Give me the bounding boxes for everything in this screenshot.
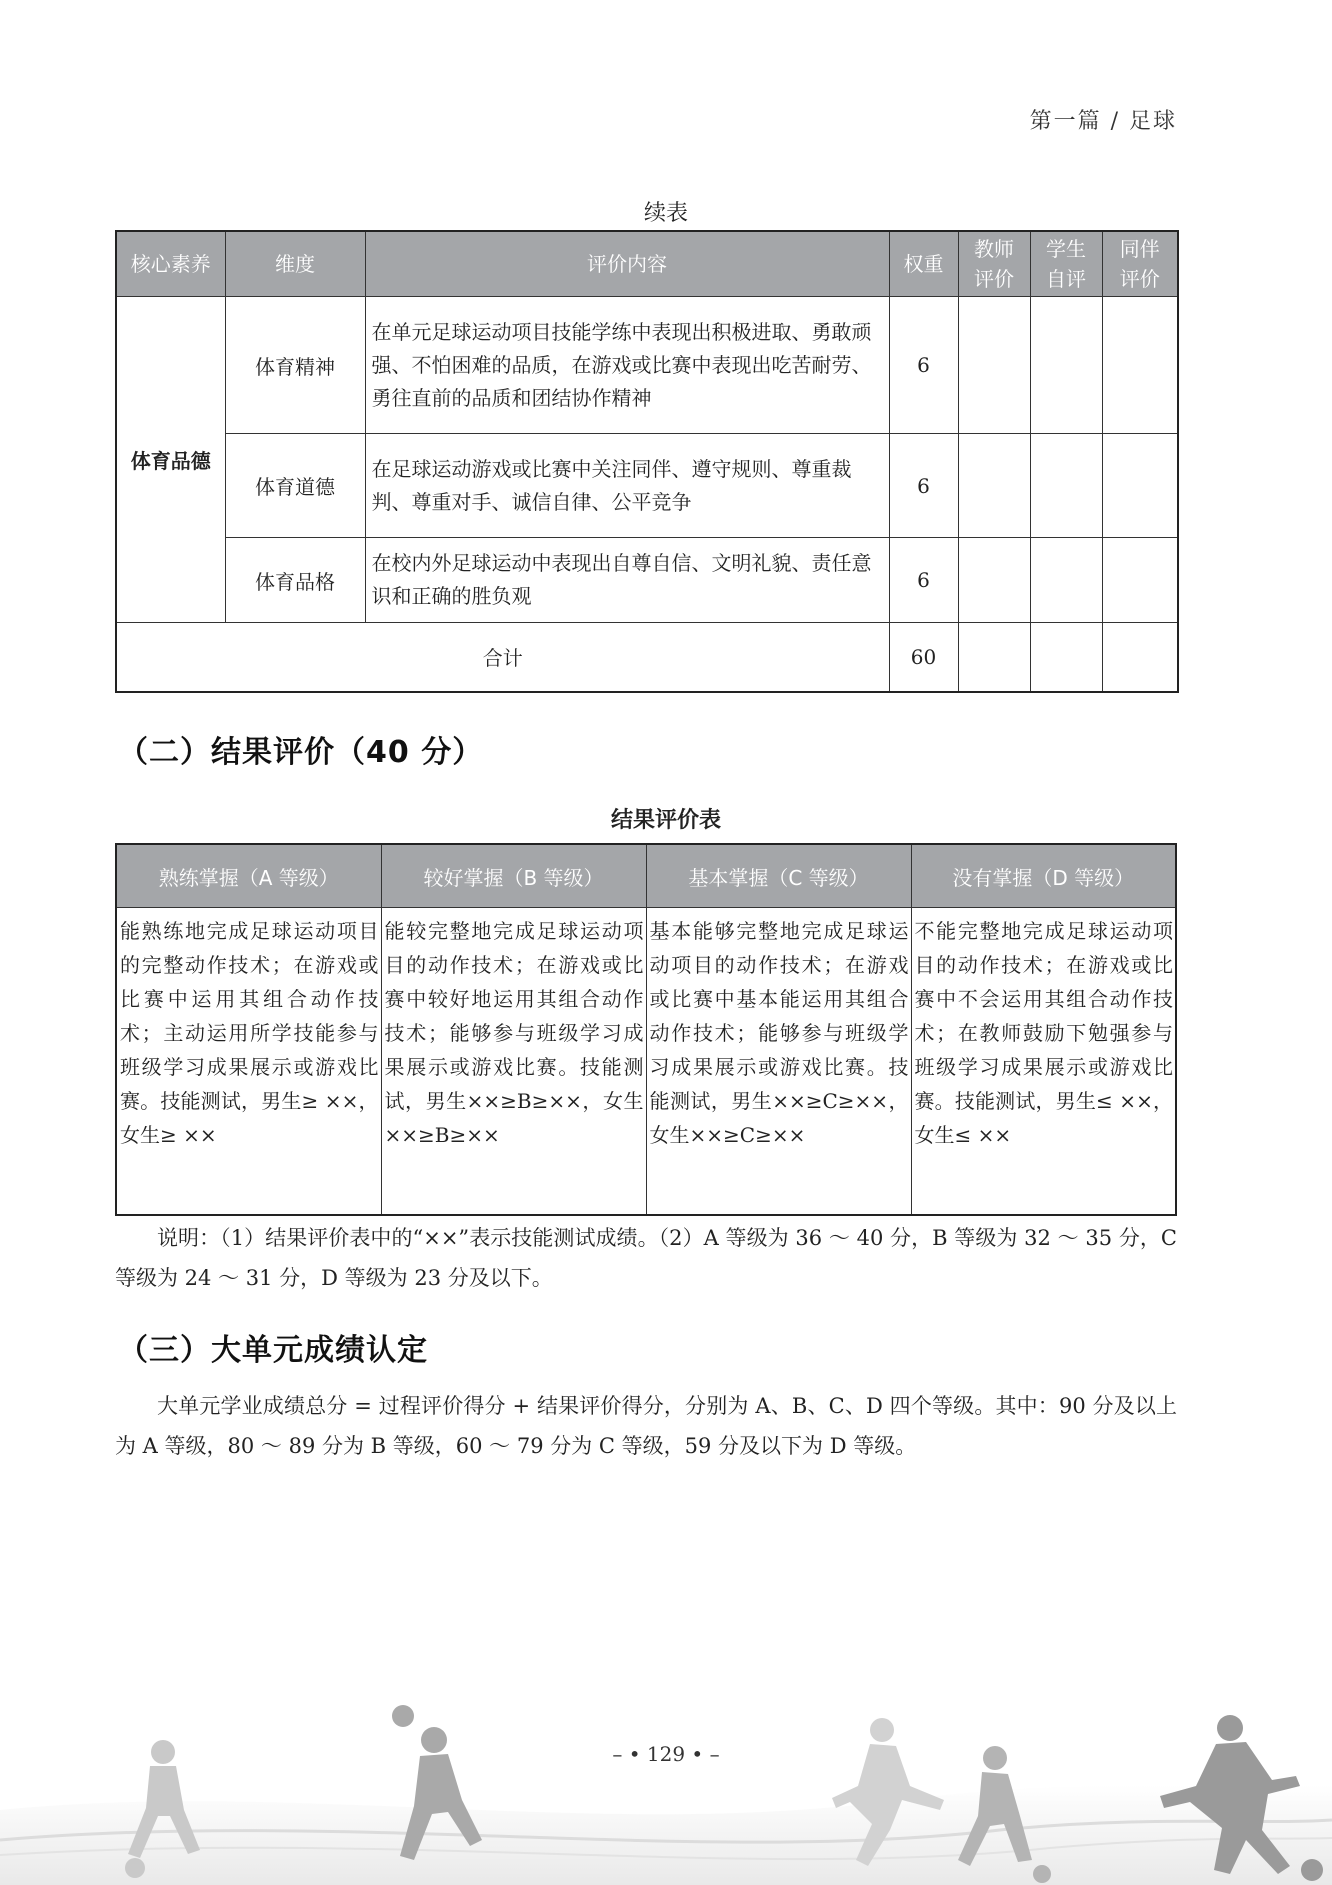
dimension-cell: 体育品格 [225, 538, 365, 623]
header-self-eval: 学生 自评 [1030, 231, 1102, 297]
table1-caption: 续表 [643, 201, 688, 226]
total-row [116, 623, 1178, 692]
core-literacy-cell: 体育品德 [116, 297, 225, 623]
running-head: 第一篇 / 足球 [1029, 109, 1177, 134]
content-cell: 在足球运动游戏或比赛中关注同伴、遵守规则、尊重裁判、尊重对手、诚信自律、公平竞争 [365, 434, 889, 538]
peer-eval-cell [1102, 538, 1178, 623]
header-grade-b: 较好掌握（B 等级） [381, 844, 646, 908]
header-content: 评价内容 [365, 231, 889, 297]
dimension-cell: 体育精神 [225, 297, 365, 434]
content-cell: 在单元足球运动项目技能学练中表现出积极进取、勇敢顽强、不怕困难的品质，在游戏或比赛中表现出吃苦耐劳、勇往直前的品质和团结协作精神 [365, 297, 889, 434]
page-number: – • 129 • – [612, 1742, 720, 1766]
section3-heading: （三）大单元成绩认定 [118, 1333, 428, 1368]
table-row [116, 434, 1178, 538]
content-cell: 在校内外足球运动中表现出自尊自信、文明礼貌、责任意识和正确的胜负观 [365, 538, 889, 623]
result-note: 说明：（1）结果评价表中的“××”表示技能测试成绩。（2）A 等级为 36 ～ 40 分，B 等级为 32 ～ 35 分，C 等级为 24 ～ 31 分，D 等级为 23 分及以下。 [115, 1226, 1177, 1290]
self-eval-cell [1030, 434, 1102, 538]
header-grade-a: 熟练掌握（A 等级） [116, 844, 381, 908]
dimension-cell: 体育道德 [225, 434, 365, 538]
table1-header-row [116, 231, 1178, 297]
grade-c-criteria: 基本能够完整地完成足球运动项目的动作技术；在游戏或比赛中基本能运用其组合动作技术；能够参与班级学习成果展示或游戏比赛。技能测试，男生××≥C≥××，女生××≥C≥×× [646, 908, 911, 1216]
grade-b-criteria: 能较完整地完成足球运动项目的动作技术；在游戏或比赛中较好地运用其组合动作技术；能够参与班级学习成果展示或游戏比赛。技能测试，男生××≥B≥××，女生××≥B≥×× [381, 908, 646, 1216]
self-eval-cell [1030, 623, 1102, 692]
weight-cell: 6 [889, 538, 958, 623]
table-row [116, 538, 1178, 623]
table-row [116, 297, 1178, 434]
process-evaluation-table [115, 230, 1179, 693]
section2-heading: （二）结果评价（40 分） [118, 735, 484, 770]
header-weight: 权重 [889, 231, 958, 297]
weight-cell: 6 [889, 434, 958, 538]
header-dimension: 维度 [225, 231, 365, 297]
total-label: 合计 [116, 623, 889, 692]
table2-caption: 结果评价表 [610, 808, 721, 833]
total-weight: 60 [889, 623, 958, 692]
header-peer-eval: 同伴 评价 [1102, 231, 1178, 297]
header-core-literacy: 核心素养 [116, 231, 225, 297]
peer-eval-cell [1102, 297, 1178, 434]
table2-header-row [116, 844, 1176, 908]
grade-a-criteria: 能熟练地完成足球运动项目的完整动作技术；在游戏或比赛中运用其组合动作技术；主动运用所学技能参与班级学习成果展示或游戏比赛。技能测试，男生≥ ××，女生≥ ×× [116, 908, 381, 1216]
weight-cell: 6 [889, 297, 958, 434]
grade-determination-text: 大单元学业成绩总分 = 过程评价得分 + 结果评价得分，分别为 A、B、C、D 四个等级。其中：90 分及以上为 A 等级，80 ～ 89 分为 B 等级，60 ～ 79 分为 C 等级，59 分及以下为 D 等级。 [115, 1394, 1177, 1458]
header-grade-d: 没有掌握（D 等级） [911, 844, 1176, 908]
teacher-eval-cell [958, 297, 1030, 434]
header-grade-c: 基本掌握（C 等级） [646, 844, 911, 908]
soccer-players-illustration [0, 1690, 1332, 1885]
self-eval-cell [1030, 538, 1102, 623]
header-teacher-eval: 教师 评价 [958, 231, 1030, 297]
result-evaluation-table [115, 843, 1177, 1216]
table-row [116, 908, 1176, 1216]
teacher-eval-cell [958, 623, 1030, 692]
grade-d-criteria: 不能完整地完成足球运动项目的动作技术；在游戏或比赛中不会运用其组合动作技术；在教师鼓励下勉强参与班级学习成果展示或游戏比赛。技能测试，男生≤ ××，女生≤ ×× [911, 908, 1176, 1216]
peer-eval-cell [1102, 434, 1178, 538]
teacher-eval-cell [958, 538, 1030, 623]
teacher-eval-cell [958, 434, 1030, 538]
self-eval-cell [1030, 297, 1102, 434]
peer-eval-cell [1102, 623, 1178, 692]
